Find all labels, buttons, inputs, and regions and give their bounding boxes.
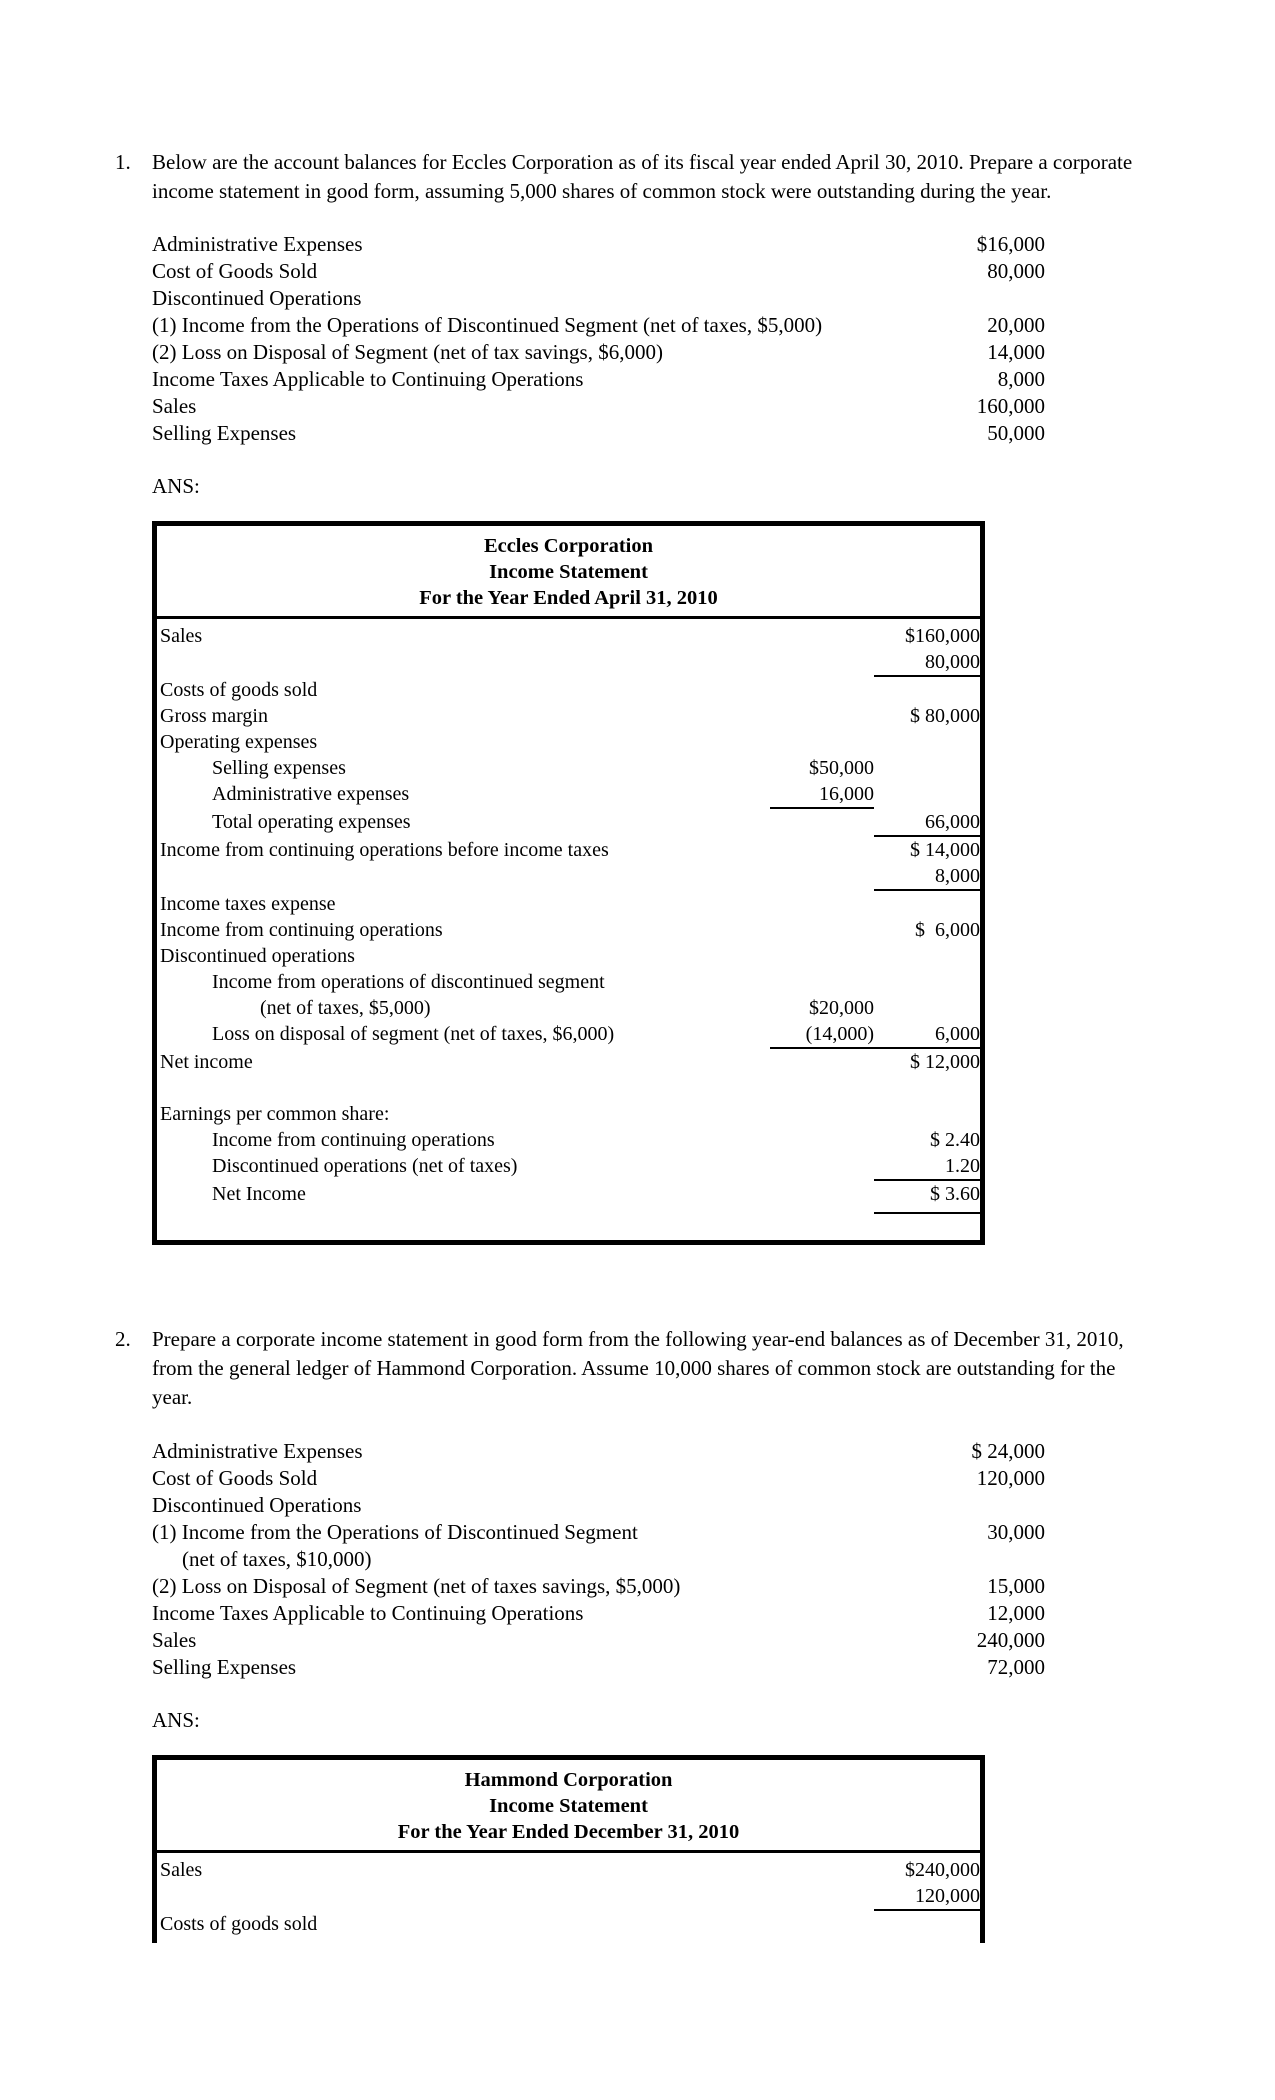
statement-row-label: Income from operations of discontinued segment	[212, 971, 605, 993]
statement-mid-value: (14,000)	[770, 1021, 874, 1049]
balance-value: 160,000	[976, 394, 1045, 418]
balance-label: Income Taxes Applicable to Continuing Operations	[152, 367, 584, 391]
statement-right-value: $ 14,000	[910, 839, 980, 861]
balance-label: Selling Expenses	[152, 421, 297, 445]
balance-label: Income Taxes Applicable to Continuing Operations	[152, 1601, 584, 1625]
balance-row	[152, 1654, 1045, 1681]
balance-label: Cost of Goods Sold	[152, 1466, 318, 1490]
statement-row-label: Net Income	[212, 1183, 306, 1205]
statement-right-value: 66,000	[874, 809, 980, 837]
balance-row	[152, 366, 1045, 393]
balance-label: Administrative Expenses	[152, 1439, 363, 1463]
statement-row	[157, 781, 980, 809]
balance-label: (1) Income from the Operations of Discontinued Segment	[152, 1520, 638, 1544]
statement-row-label: Gross margin	[160, 705, 268, 727]
statement-row	[157, 1049, 980, 1075]
statement-row	[157, 891, 980, 917]
statement-row-label: Total operating expenses	[212, 811, 411, 833]
balance-row	[152, 1573, 1045, 1600]
statement-2-subtitle: Income Statement	[489, 1795, 648, 1817]
problem-1-ans-label: ANS:	[152, 474, 200, 498]
statement-row-label: Costs of goods sold	[160, 679, 318, 701]
statement-row	[157, 1021, 980, 1049]
balance-value: 72,000	[987, 1655, 1045, 1679]
statement-row	[157, 1911, 980, 1937]
statement-right-value: $240,000	[905, 1859, 980, 1881]
balance-row	[152, 339, 1045, 366]
balance-row	[152, 1492, 1045, 1519]
balance-row	[152, 1519, 1045, 1546]
statement-1-company-title: Eccles Corporation	[483, 535, 654, 557]
statement-right-value: $ 3.60	[874, 1181, 980, 1214]
problem-2-section	[0, 1325, 1275, 1943]
balance-value: 8,000	[997, 367, 1045, 391]
balance-label: (net of taxes, $10,000)	[182, 1547, 372, 1571]
balance-label: (2) Loss on Disposal of Segment (net of tax savings, $6,000)	[152, 340, 663, 364]
problem-1-section	[0, 148, 1275, 1245]
statement-right-value: $ 6,000	[915, 919, 980, 941]
statement-row	[157, 809, 980, 837]
problem-2-number: 2.	[115, 1327, 131, 1351]
balance-value: 12,000	[987, 1601, 1045, 1625]
balance-value: 20,000	[987, 313, 1045, 337]
balance-value: 30,000	[987, 1520, 1045, 1544]
statement-row	[157, 1153, 980, 1181]
statement-row-label: Sales	[160, 625, 203, 647]
statement-2-period: For the Year Ended December 31, 2010	[397, 1821, 740, 1843]
statement-right-value: $ 12,000	[910, 1051, 980, 1073]
income-statement-hammond	[152, 1755, 985, 1943]
statement-mid-value: $50,000	[809, 757, 874, 779]
balance-value: $16,000	[976, 232, 1045, 256]
statement-1-header	[157, 526, 980, 619]
problem-1-paragraph	[115, 148, 1137, 206]
statement-right-value: $ 2.40	[930, 1129, 980, 1151]
problem-2-paragraph	[115, 1325, 1137, 1412]
statement-row-label: Net income	[160, 1051, 253, 1073]
problem-1-balances-list	[152, 231, 1045, 447]
balance-row	[152, 420, 1045, 447]
statement-row	[157, 1883, 980, 1911]
balance-label: Discontinued Operations	[152, 286, 362, 310]
problem-2-ans-label: ANS:	[152, 1708, 200, 1732]
balance-row	[152, 1465, 1045, 1492]
statement-1-body	[157, 619, 980, 1240]
statement-row-label: Administrative expenses	[212, 783, 410, 805]
balance-label: Sales	[152, 394, 197, 418]
statement-2-body	[157, 1853, 980, 1943]
statement-row-label: Income taxes expense	[160, 893, 336, 915]
statement-row-label: Earnings per common share:	[160, 1103, 390, 1125]
problem-2-balances-list	[152, 1438, 1045, 1681]
statement-row	[157, 863, 980, 891]
problem-1-number: 1.	[115, 150, 131, 174]
statement-row	[157, 917, 980, 943]
statement-row-label: Income from continuing operations	[160, 919, 443, 941]
statement-row-label: Loss on disposal of segment (net of taxes, $6,000)	[212, 1023, 615, 1045]
statement-row	[157, 1101, 980, 1127]
statement-row	[157, 1075, 980, 1101]
balance-row	[152, 1600, 1045, 1627]
balance-value: 240,000	[976, 1628, 1045, 1652]
statement-row	[157, 969, 980, 995]
balance-row	[152, 312, 1045, 339]
balance-value: 15,000	[987, 1574, 1045, 1598]
statement-right-value: 1.20	[874, 1153, 980, 1181]
balance-value: 80,000	[987, 259, 1045, 283]
statement-2-header	[157, 1760, 980, 1853]
balance-label: Administrative Expenses	[152, 232, 363, 256]
balance-row	[152, 1627, 1045, 1654]
statement-2-company-title: Hammond Corporation	[464, 1769, 673, 1791]
statement-right-value: 80,000	[874, 649, 980, 677]
statement-row	[157, 995, 980, 1021]
statement-row	[157, 837, 980, 863]
balance-row	[152, 258, 1045, 285]
balance-label: Sales	[152, 1628, 197, 1652]
statement-row-label: Discontinued operations (net of taxes)	[212, 1155, 518, 1177]
statement-right-value: $160,000	[905, 625, 980, 647]
statement-right-value: 8,000	[874, 863, 980, 891]
balance-value: 50,000	[987, 421, 1045, 445]
statement-row	[157, 729, 980, 755]
balance-label: Discontinued Operations	[152, 1493, 362, 1517]
problem-1-text: Below are the account balances for Eccles Corporation as of its fiscal year ended April 30, 2010. Prepare a corporate income statement in good form, assuming 5,000 shares of common stock were outstanding during the year.	[152, 150, 1133, 203]
statement-row-label: Discontinued operations	[160, 945, 355, 967]
statement-row	[157, 623, 980, 649]
statement-row	[157, 755, 980, 781]
statement-row-label: Income from continuing operations	[212, 1129, 495, 1151]
statement-row	[157, 1127, 980, 1153]
balance-row	[152, 393, 1045, 420]
statement-row	[157, 943, 980, 969]
statement-right-value: $ 80,000	[910, 705, 980, 727]
statement-1-subtitle: Income Statement	[489, 561, 648, 583]
balance-value: 120,000	[976, 1466, 1045, 1490]
balance-label: Cost of Goods Sold	[152, 259, 318, 283]
balance-row	[152, 1438, 1045, 1465]
statement-mid-value: $20,000	[809, 997, 874, 1019]
statement-row	[157, 1181, 980, 1214]
balance-row	[152, 231, 1045, 258]
statement-row-label: Operating expenses	[160, 731, 318, 753]
balance-row	[152, 285, 1045, 312]
statement-1-period: For the Year Ended April 31, 2010	[419, 587, 718, 609]
statement-row-label: Sales	[160, 1859, 203, 1881]
statement-row	[157, 1857, 980, 1883]
balance-value: 14,000	[987, 340, 1045, 364]
balance-label: Selling Expenses	[152, 1655, 297, 1679]
statement-row	[157, 649, 980, 677]
statement-right-value: 120,000	[874, 1883, 980, 1911]
balance-value: $ 24,000	[971, 1439, 1045, 1463]
statement-mid-value: 16,000	[770, 781, 874, 809]
balance-label: (1) Income from the Operations of Discontinued Segment (net of taxes, $5,000)	[152, 313, 823, 337]
statement-row-label: (net of taxes, $5,000)	[260, 997, 431, 1019]
statement-row-label: Costs of goods sold	[160, 1913, 318, 1935]
statement-row-label: Selling expenses	[212, 757, 346, 779]
statement-row-label: Income from continuing operations before income taxes	[160, 839, 609, 861]
statement-right-value: 6,000	[874, 1021, 980, 1049]
balance-row	[152, 1546, 1045, 1573]
balance-label: (2) Loss on Disposal of Segment (net of taxes savings, $5,000)	[152, 1574, 681, 1598]
problem-2-text: Prepare a corporate income statement in good form from the following year-end balances as of December 31, 2010, from the general ledger of Hammond Corporation. Assume 10,000 shares of common stock are outstanding for the year.	[152, 1327, 1124, 1409]
income-statement-eccles	[152, 521, 985, 1245]
statement-row	[157, 703, 980, 729]
statement-row	[157, 677, 980, 703]
